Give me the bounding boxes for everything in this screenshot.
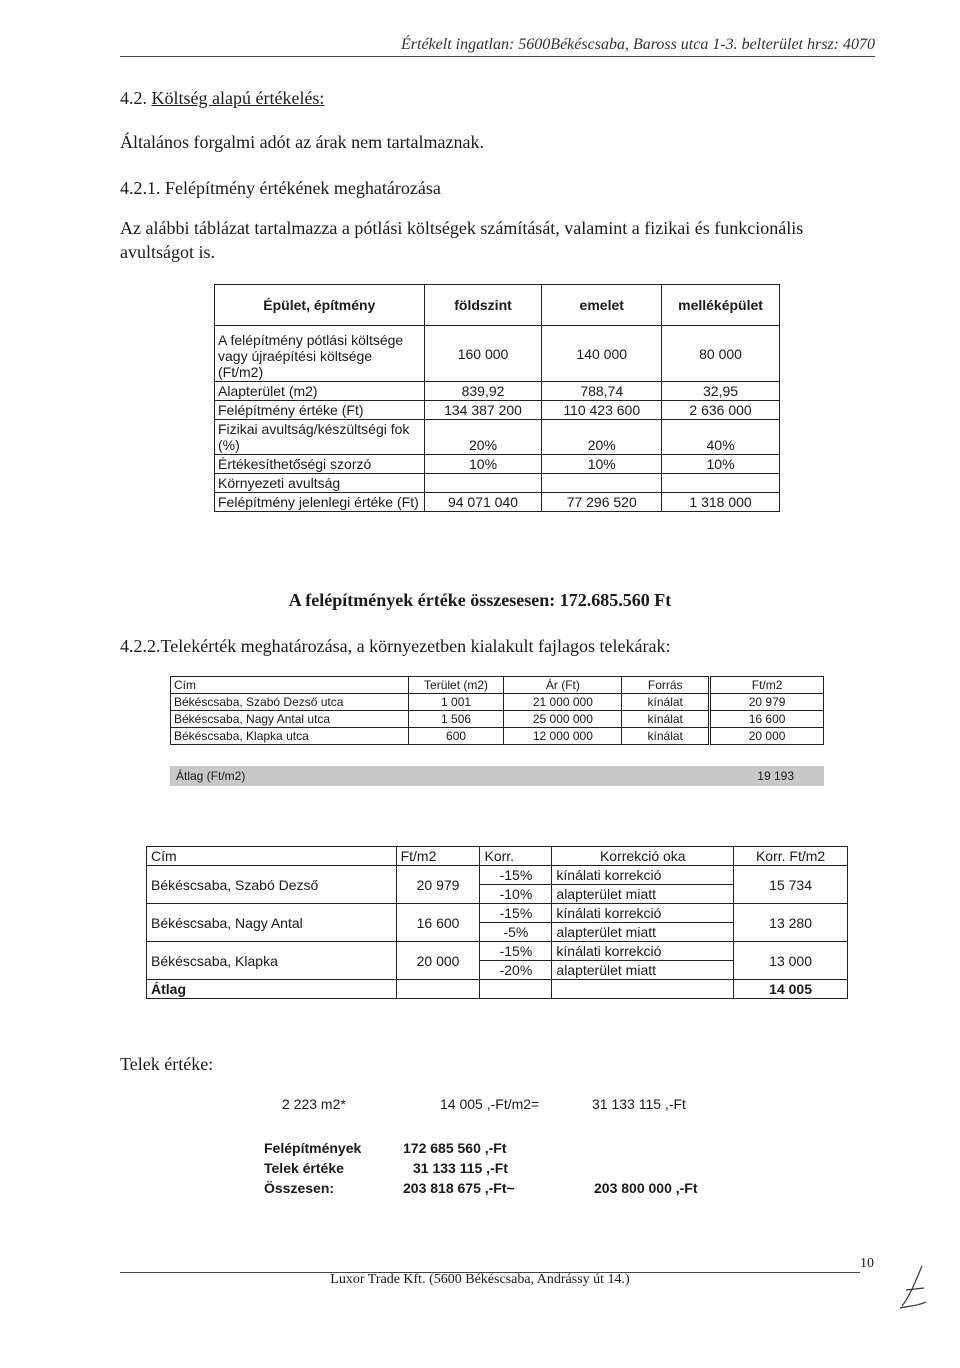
row-label: Felépítmény értéke (Ft) — [215, 401, 425, 420]
total-buildings: A felépítmények értéke összesesen: 172.685.560 Ft — [288, 590, 672, 610]
cell: 15 734 — [734, 866, 848, 904]
cell — [662, 474, 780, 493]
cell: 2 636 000 — [662, 401, 780, 420]
summary-label: Felépítmények — [264, 1140, 362, 1156]
empty-cell — [552, 980, 734, 999]
header-divider — [120, 56, 875, 57]
land-price-table — [170, 676, 824, 745]
summary-value: 31 133 115 ,-Ft — [413, 1160, 508, 1176]
cell: kínálat — [622, 711, 710, 728]
footer-company: Luxor Trade Kft. (5600 Békéscsaba, Andrássy út 14.) — [330, 1272, 630, 1287]
table-header-row — [147, 847, 848, 866]
header-cell: Korr. Ft/m2 — [734, 847, 848, 866]
page-header: Értékelt ingatlan: 5600Békéscsaba, Baross utca 1-3. belterület hrsz: 4070 — [401, 36, 875, 53]
table-row — [147, 904, 848, 923]
cell: 10% — [662, 455, 780, 474]
average-value: 14 005 — [734, 980, 848, 999]
section-heading — [120, 88, 324, 109]
cell: kínálati korrekció — [552, 942, 734, 961]
cell: alapterület miatt — [552, 961, 734, 980]
table-row — [147, 980, 848, 999]
cell: 80 000 — [662, 326, 780, 382]
header-cell: földszint — [424, 285, 542, 326]
cell: 20 979 — [710, 694, 824, 711]
empty-cell — [396, 980, 480, 999]
header-cell: Cím — [147, 847, 397, 866]
section-number: 4.2. — [120, 88, 147, 108]
cell: 21 000 000 — [504, 694, 622, 711]
summary-label: Telek értéke — [264, 1160, 344, 1176]
row-label: Fizikai avultság/készültségi fok (%) — [215, 420, 425, 455]
cell: 40% — [662, 420, 780, 455]
table-row — [215, 326, 780, 382]
cell — [542, 474, 662, 493]
cell: 13 000 — [734, 942, 848, 980]
row-label: A felépítmény pótlási költsége vagy újraépítési költsége (Ft/m2) — [215, 326, 425, 382]
cell: Békéscsaba, Nagy Antal utca — [171, 711, 409, 728]
average-label: Átlag (Ft/m2) — [176, 769, 246, 783]
land-value-label: Telek értéke: — [120, 1054, 214, 1074]
cell: 32,95 — [662, 382, 780, 401]
section-title: Költség alapú értékelés: — [151, 88, 325, 108]
cell: 140 000 — [542, 326, 662, 382]
cell: -15% — [480, 904, 552, 923]
header-cell: Ft/m2 — [710, 677, 824, 694]
summary-rounded: 203 800 000 ,-Ft — [594, 1180, 698, 1196]
cell: alapterület miatt — [552, 885, 734, 904]
cell: -10% — [480, 885, 552, 904]
table-row — [171, 711, 824, 728]
cell: 10% — [424, 455, 542, 474]
cell: 20 000 — [396, 942, 480, 980]
cell: 12 000 000 — [504, 728, 622, 745]
building-cost-table — [214, 284, 780, 512]
header-cell: Korr. — [480, 847, 552, 866]
cell: 25 000 000 — [504, 711, 622, 728]
cell: kínálat — [622, 728, 710, 745]
table-row — [215, 474, 780, 493]
cell: 13 280 — [734, 904, 848, 942]
cell: 788,74 — [542, 382, 662, 401]
cell: 160 000 — [424, 326, 542, 382]
signature-icon — [896, 1262, 930, 1312]
table-row — [171, 728, 824, 745]
intro-paragraph: Az alábbi táblázat tartalmazza a pótlási költségek számítását, valamint a fizikai és funkcionális avultságot is. — [120, 218, 804, 262]
page-number: 10 — [860, 1256, 874, 1271]
cell: 20 000 — [710, 728, 824, 745]
cell: Békéscsaba, Szabó Dezső utca — [171, 694, 409, 711]
row-label: Alapterület (m2) — [215, 382, 425, 401]
vat-note: Általános forgalmi adót az árak nem tartalmaznak. — [120, 132, 485, 152]
cell: 10% — [542, 455, 662, 474]
header-cell: Épület, építmény — [215, 285, 425, 326]
header-cell: Cím — [171, 677, 409, 694]
cell: Békéscsaba, Klapka — [147, 942, 397, 980]
header-cell: Ár (Ft) — [504, 677, 622, 694]
cell: Békéscsaba, Szabó Dezső — [147, 866, 397, 904]
header-cell: melléképület — [662, 285, 780, 326]
cell: 1 001 — [408, 694, 504, 711]
average-label: Átlag — [147, 980, 397, 999]
table-row — [147, 866, 848, 885]
cell: Békéscsaba, Nagy Antal — [147, 904, 397, 942]
header-cell: emelet — [542, 285, 662, 326]
row-label: Környezeti avultság — [215, 474, 425, 493]
subsection-heading: 4.2.1. Felépítmény értékének meghatározása — [120, 178, 441, 198]
table-row — [215, 420, 780, 455]
cell: -15% — [480, 942, 552, 961]
correction-table — [146, 846, 848, 999]
table-row — [215, 455, 780, 474]
table-header-row — [171, 677, 824, 694]
land-average-bar — [170, 766, 824, 786]
land-heading: 4.2.2.Telekérték meghatározása, a környezetben kialakult fajlagos telekárak: — [120, 636, 671, 656]
average-value: 19 193 — [757, 769, 794, 783]
table-row — [215, 382, 780, 401]
summary-label: Összesen: — [264, 1180, 335, 1196]
table-header-row — [215, 285, 780, 326]
cell: 20% — [424, 420, 542, 455]
cell: 94 071 040 — [424, 493, 542, 512]
land-value-result: 31 133 115 ,-Ft — [592, 1096, 686, 1112]
summary-value: 172 685 560 ,-Ft — [403, 1140, 507, 1156]
header-cell: Terület (m2) — [408, 677, 504, 694]
cell: 16 600 — [396, 904, 480, 942]
cell: -20% — [480, 961, 552, 980]
cell: 77 296 520 — [542, 493, 662, 512]
table-row — [171, 694, 824, 711]
cell: 600 — [408, 728, 504, 745]
cell: 20% — [542, 420, 662, 455]
row-label: Értékesíthetőségi szorzó — [215, 455, 425, 474]
cell: 20 979 — [396, 866, 480, 904]
table-row — [215, 401, 780, 420]
cell: 16 600 — [710, 711, 824, 728]
cell: kínálati korrekció — [552, 866, 734, 885]
header-cell: Korrekció oka — [552, 847, 734, 866]
cell: kínálati korrekció — [552, 904, 734, 923]
cell: -5% — [480, 923, 552, 942]
header-cell: Forrás — [622, 677, 710, 694]
cell: 134 387 200 — [424, 401, 542, 420]
table-row — [147, 942, 848, 961]
land-area: 2 223 m2* — [282, 1096, 346, 1112]
empty-cell — [480, 980, 552, 999]
cell: alapterület miatt — [552, 923, 734, 942]
header-cell: Ft/m2 — [396, 847, 480, 866]
cell: 1 506 — [408, 711, 504, 728]
land-unit-price: 14 005 ,-Ft/m2= — [440, 1096, 540, 1112]
table-row — [215, 493, 780, 512]
cell: 1 318 000 — [662, 493, 780, 512]
cell: 839,92 — [424, 382, 542, 401]
row-label: Felépítmény jelenlegi értéke (Ft) — [215, 493, 425, 512]
cell: Békéscsaba, Klapka utca — [171, 728, 409, 745]
cell — [424, 474, 542, 493]
summary-value: 203 818 675 ,-Ft~ — [403, 1180, 515, 1196]
cell: 110 423 600 — [542, 401, 662, 420]
cell: kínálat — [622, 694, 710, 711]
cell: -15% — [480, 866, 552, 885]
